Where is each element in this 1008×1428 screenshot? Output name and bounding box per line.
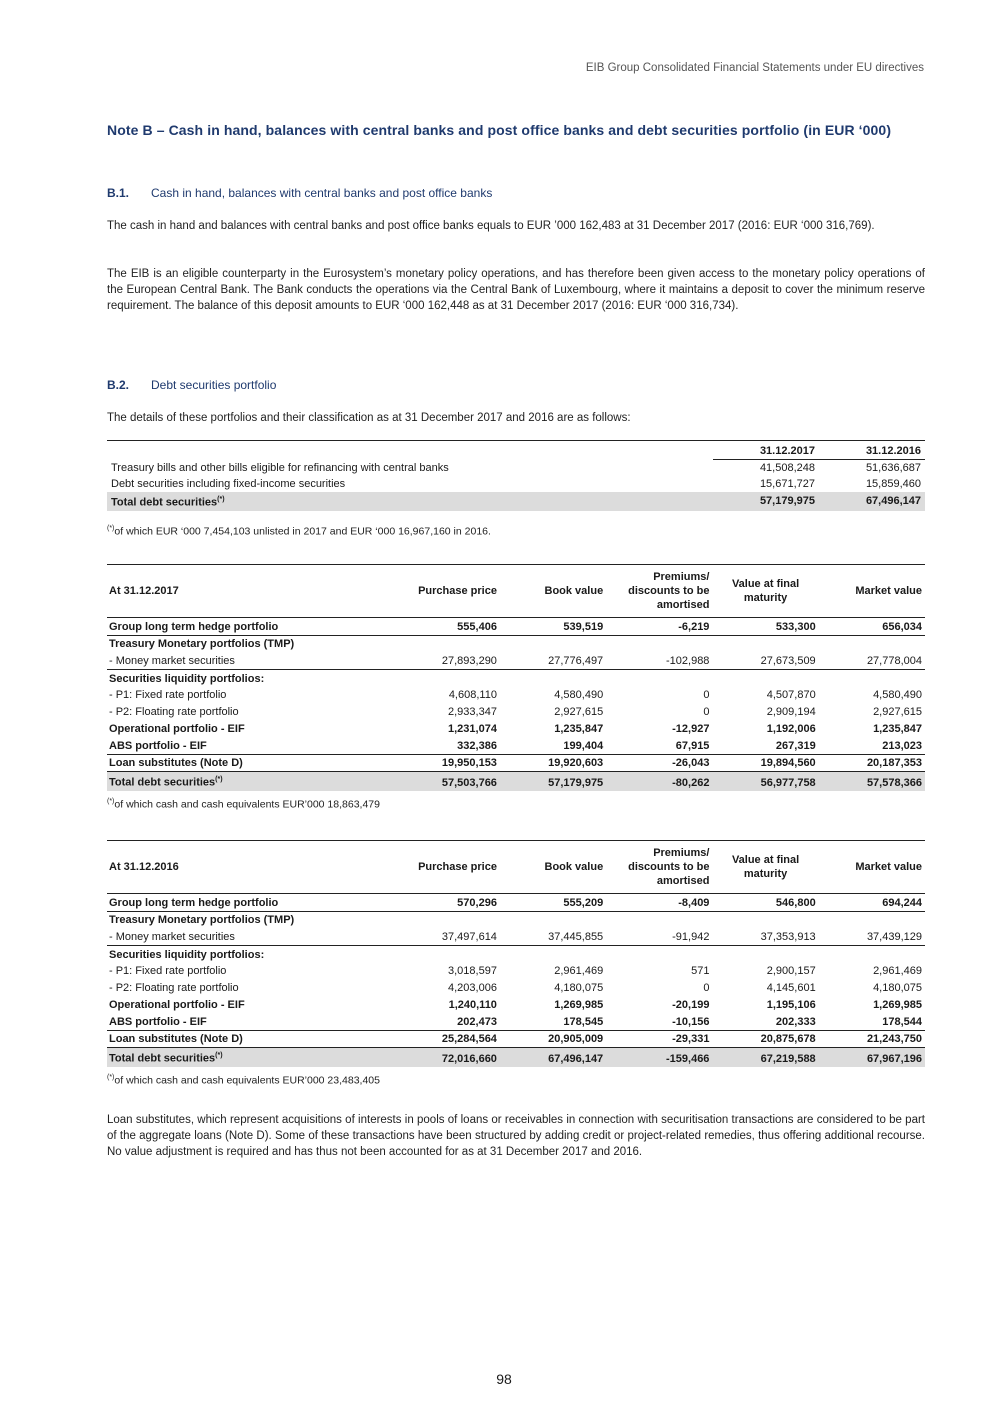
cell-market-value [819,911,925,928]
table-row [107,703,925,720]
cell-purchase-price: 332,386 [394,737,500,754]
col-header-premiums: Premiums/ discounts to be amortised [606,841,712,894]
cell-purchase-price [394,670,500,687]
note-title: Note B – Cash in hand, balances with central banks and post office banks and debt securities portfolio (in EUR ‘000) [107,122,892,138]
row-label: Securities liquidity portfolios: [109,948,265,961]
closing-paragraph: Loan substitutes, which represent acquisitions of interests in pools of loans or receivables in connection with securitisation transactions are considered to be part of the aggregate loans (Note D). Some of these transactions have been structured by adding credit or project-related remedies, thus offering additional recourse. No value adjustment is required and has thus not been accounted for as at 31 December 2017 and 2016. [107,1114,925,1158]
table-row [107,894,925,912]
section-number: B.1. [107,186,130,200]
cell-final-maturity: 533,300 [712,618,818,636]
cell-final-maturity: 37,353,913 [712,928,818,945]
cell-premiums [606,946,712,963]
table-2016-footnote [107,1074,380,1087]
cell-premiums: 571 [691,965,710,978]
row-label: ABS portfolio - EIF [107,737,394,754]
header-prefix: EIB Group [585,62,640,74]
cell-market-value: 1,269,985 [873,998,922,1011]
cell-book-value: 37,445,855 [500,928,606,945]
cell-purchase-price [394,911,500,928]
col-header-premiums: Premiums/ discounts to be amortised [606,565,712,618]
cell-purchase-price: 555,406 [394,618,500,636]
cell-purchase-price: 25,284,564 [394,1030,500,1048]
footnote-mark: (*) [107,1074,115,1081]
footnote-text: of which cash and cash equivalents EUR’000 18,863,479 [114,798,380,811]
cell-purchase-price: 2,933,347 [448,706,497,719]
cell-premiums: -159,466 [606,1048,712,1067]
col-header-final-maturity: Value at final maturity [712,565,818,618]
footnote-mark: (*) [215,1052,223,1060]
table-title: At 31.12.2016 [107,841,394,894]
cell-final-maturity: 4,507,870 [766,689,816,702]
cell-premiums: 0 [703,982,710,995]
row-label: Operational portfolio - EIF [109,998,245,1011]
b2-intro: The details of these portfolios and their classification as at 31 December 2017 and 2016 are as follows: [107,412,631,424]
table-2017-footnote [107,798,380,811]
table-row [107,946,925,963]
table-row [107,928,925,945]
cell-book-value [500,670,606,687]
cell-market-value: 37,439,129 [819,928,925,945]
cell-book-value: 1,269,985 [554,998,604,1011]
col-header-purchase-price: Purchase price [394,841,500,894]
row-label: - Money market securities [107,652,394,669]
total-row [107,772,925,791]
cell-2016: 15,859,460 [865,478,921,490]
page-number: 98 [496,1371,512,1387]
cell-purchase-price: 1,240,110 [448,998,497,1011]
cell-premiums: -91,942 [606,928,712,945]
cell-market-value: 178,544 [819,1013,925,1030]
cell-premiums: -6,219 [606,618,712,636]
cell-market-value: 67,967,196 [819,1048,925,1067]
cell-2017: 57,179,975 [759,495,815,508]
col-header-purchase-price: Purchase price [394,565,500,618]
total-label-text: Total debt securities [111,496,218,509]
cell-premiums: -26,043 [606,754,712,772]
col-header-market-value: Market value [819,841,925,894]
cell-book-value: 2,927,615 [554,706,604,719]
table-header-row [107,565,925,618]
cell-market-value: 1,235,847 [873,722,922,735]
row-label: - P2: Floating rate portfolio [109,706,239,719]
cell-book-value: 2,961,469 [554,965,604,978]
col-header-book-value: Book value [500,841,606,894]
cell-final-maturity: 202,333 [712,1013,818,1030]
cell-book-value: 57,179,975 [500,772,606,791]
cell-final-maturity: 4,145,601 [766,982,816,995]
cell-2016: 51,636,687 [865,462,921,474]
summary-footnote [107,525,491,538]
row-label: - P1: Fixed rate portfolio [109,965,227,978]
table-row [107,687,925,704]
table-row [107,963,925,980]
footnote-text: of which cash and cash equivalents EUR’000 23,483,405 [114,1074,380,1087]
row-label: Group long term hedge portfolio [107,618,394,636]
total-label [107,1048,394,1067]
cell-market-value: 57,578,366 [819,772,925,791]
cell-premiums: -8,409 [606,894,712,912]
cell-book-value: 4,180,075 [554,982,604,995]
cell-book-value: 555,209 [500,894,606,912]
cell-purchase-price: 4,203,006 [448,982,497,995]
cell-book-value: 1,235,847 [554,722,604,735]
cell-final-maturity [712,670,818,687]
cell-book-value: 19,920,603 [500,754,606,772]
cell-book-value: 539,519 [500,618,606,636]
b1-paragraph-1: The cash in hand and balances with central banks and post office banks equals to EUR ’000 162,483 at 31 December 2017 (2016: EUR ‘000 316,769). [107,220,875,232]
table-row [107,1030,925,1048]
table-row [107,460,925,477]
cell-final-maturity [712,946,818,963]
table-title: At 31.12.2017 [107,565,394,618]
section-title: Cash in hand, balances with central banks and post office banks [151,186,493,200]
footnote-text: of which EUR ‘000 7,454,103 unlisted in 2017 and EUR ‘000 16,967,160 in 2016. [114,525,491,538]
cell-final-maturity: 1,192,006 [766,722,816,735]
cell-market-value [819,670,925,687]
row-label: ABS portfolio - EIF [107,1013,394,1030]
row-label: Treasury bills and other bills eligible for refinancing with central banks [111,461,449,474]
b1-paragraph-2: The EIB is an eligible counterparty in the Eurosystem’s monetary policy operations, and has therefore been given access to the monetary policy operations of the European Central Bank. The Bank conducts the operations via the Central Bank of Luxembourg, where it maintains a deposit to cover the minimum reserve requirement. The balance of this deposit amounts to EUR ‘000 162,448 as at 31 December 2017 (2016: EUR ‘000 316,734). [107,268,925,312]
cell-purchase-price: 3,018,597 [448,965,497,978]
section-title: Debt securities portfolio [151,378,277,392]
footnote-mark: (*) [107,798,115,805]
cell-final-maturity: 56,977,758 [712,772,818,791]
running-header [586,62,924,74]
cell-premiums: -10,156 [606,1013,712,1030]
cell-market-value: 213,023 [819,737,925,754]
cell-purchase-price [394,946,500,963]
cell-purchase-price: 202,473 [394,1013,500,1030]
cell-final-maturity: 2,900,157 [766,965,816,978]
cell-market-value: 27,778,004 [819,652,925,669]
cell-premiums: -12,927 [672,722,710,735]
cell-book-value: 178,545 [500,1013,606,1030]
cell-purchase-price: 1,231,074 [448,722,497,735]
cell-2016: 67,496,147 [865,495,921,508]
cell-final-maturity: 67,219,588 [712,1048,818,1067]
cell-final-maturity [712,911,818,928]
section-number: B.2. [107,378,130,392]
section-b1-heading [107,186,492,200]
footnote-mark: (*) [215,776,223,784]
table-row [107,476,925,492]
header-rest: Consolidated Financial Statements under EU directives [639,62,924,74]
cell-final-maturity: 2,909,194 [766,706,816,719]
cell-premiums: 67,915 [606,737,712,754]
cell-market-value: 21,243,750 [819,1030,925,1048]
total-label [107,772,394,791]
cell-2017: 15,671,727 [759,478,815,490]
cell-market-value: 20,187,353 [819,754,925,772]
footnote-mark: (*) [107,525,115,532]
portfolio-table-2016 [107,840,925,1067]
table-row [107,979,925,996]
cell-book-value [500,911,606,928]
cell-book-value [500,635,606,652]
row-label: Treasury Monetary portfolios (TMP) [109,914,295,927]
cell-market-value: 4,180,075 [873,982,922,995]
cell-market-value: 2,961,469 [873,965,922,978]
cell-final-maturity: 1,195,106 [766,998,816,1011]
cell-book-value: 20,905,009 [500,1030,606,1048]
table-row [107,1013,925,1030]
cell-purchase-price: 570,296 [394,894,500,912]
cell-2017: 41,508,248 [759,462,815,474]
col-header-2017: 31.12.2017 [713,441,819,460]
cell-premiums [606,911,712,928]
row-label: Securities liquidity portfolios: [109,672,265,685]
cell-final-maturity: 267,319 [712,737,818,754]
cell-purchase-price: 37,497,614 [394,928,500,945]
cell-final-maturity [712,635,818,652]
cell-premiums [606,670,712,687]
portfolio-table-2017 [107,564,925,791]
cell-market-value: 694,244 [819,894,925,912]
cell-market-value [819,635,925,652]
row-label: - Money market securities [107,928,394,945]
cell-market-value [819,946,925,963]
row-label: Operational portfolio - EIF [109,722,245,735]
row-label: - P2: Floating rate portfolio [109,982,239,995]
table-row [107,618,925,636]
cell-purchase-price: 72,016,660 [394,1048,500,1067]
cell-premiums: 0 [703,706,710,719]
cell-market-value: 4,580,490 [873,689,922,702]
cell-book-value: 27,776,497 [500,652,606,669]
cell-final-maturity: 20,875,678 [712,1030,818,1048]
total-row [107,492,925,511]
total-label-text: Total debt securities [109,1052,216,1065]
cell-purchase-price: 19,950,153 [394,754,500,772]
table-row [107,635,925,652]
table-row [107,652,925,669]
cell-book-value: 4,580,490 [554,689,604,702]
cell-final-maturity: 546,800 [712,894,818,912]
cell-book-value: 199,404 [500,737,606,754]
total-row [107,1048,925,1067]
cell-purchase-price: 57,503,766 [394,772,500,791]
row-label: - P1: Fixed rate portfolio [109,689,227,702]
row-label: Debt securities including fixed-income securities [111,478,346,490]
total-label-text: Total debt securities [109,776,216,789]
col-header-final-maturity: Value at final maturity [712,841,818,894]
table-row [107,911,925,928]
table-row [107,754,925,772]
row-label: Loan substitutes (Note D) [107,754,394,772]
cell-market-value: 656,034 [819,618,925,636]
cell-purchase-price: 27,893,290 [394,652,500,669]
section-b2-heading [107,378,276,392]
cell-premiums: -80,262 [606,772,712,791]
table-header-row [107,841,925,894]
cell-purchase-price: 4,608,110 [448,689,497,702]
cell-final-maturity: 27,673,509 [712,652,818,669]
cell-market-value: 2,927,615 [873,706,922,719]
cell-premiums: -29,331 [606,1030,712,1048]
col-header-market-value: Market value [819,565,925,618]
col-header-2016: 31.12.2016 [819,441,925,460]
cell-book-value [500,946,606,963]
cell-premiums: -20,199 [672,998,710,1011]
total-label [107,492,713,511]
footnote-mark: (*) [217,496,225,503]
row-label: Group long term hedge portfolio [107,894,394,912]
cell-purchase-price [394,635,500,652]
cell-final-maturity: 19,894,560 [712,754,818,772]
table-row [107,720,925,737]
table-row [107,737,925,754]
row-label: Loan substitutes (Note D) [107,1030,394,1048]
cell-premiums: 0 [703,689,710,702]
col-header-book-value: Book value [500,565,606,618]
cell-premiums [606,635,712,652]
table-header-row [107,441,925,460]
row-label: Treasury Monetary portfolios (TMP) [109,638,295,651]
cell-book-value: 67,496,147 [500,1048,606,1067]
summary-table [107,440,925,511]
table-row [107,670,925,687]
cell-premiums: -102,988 [606,652,712,669]
table-row [107,996,925,1013]
